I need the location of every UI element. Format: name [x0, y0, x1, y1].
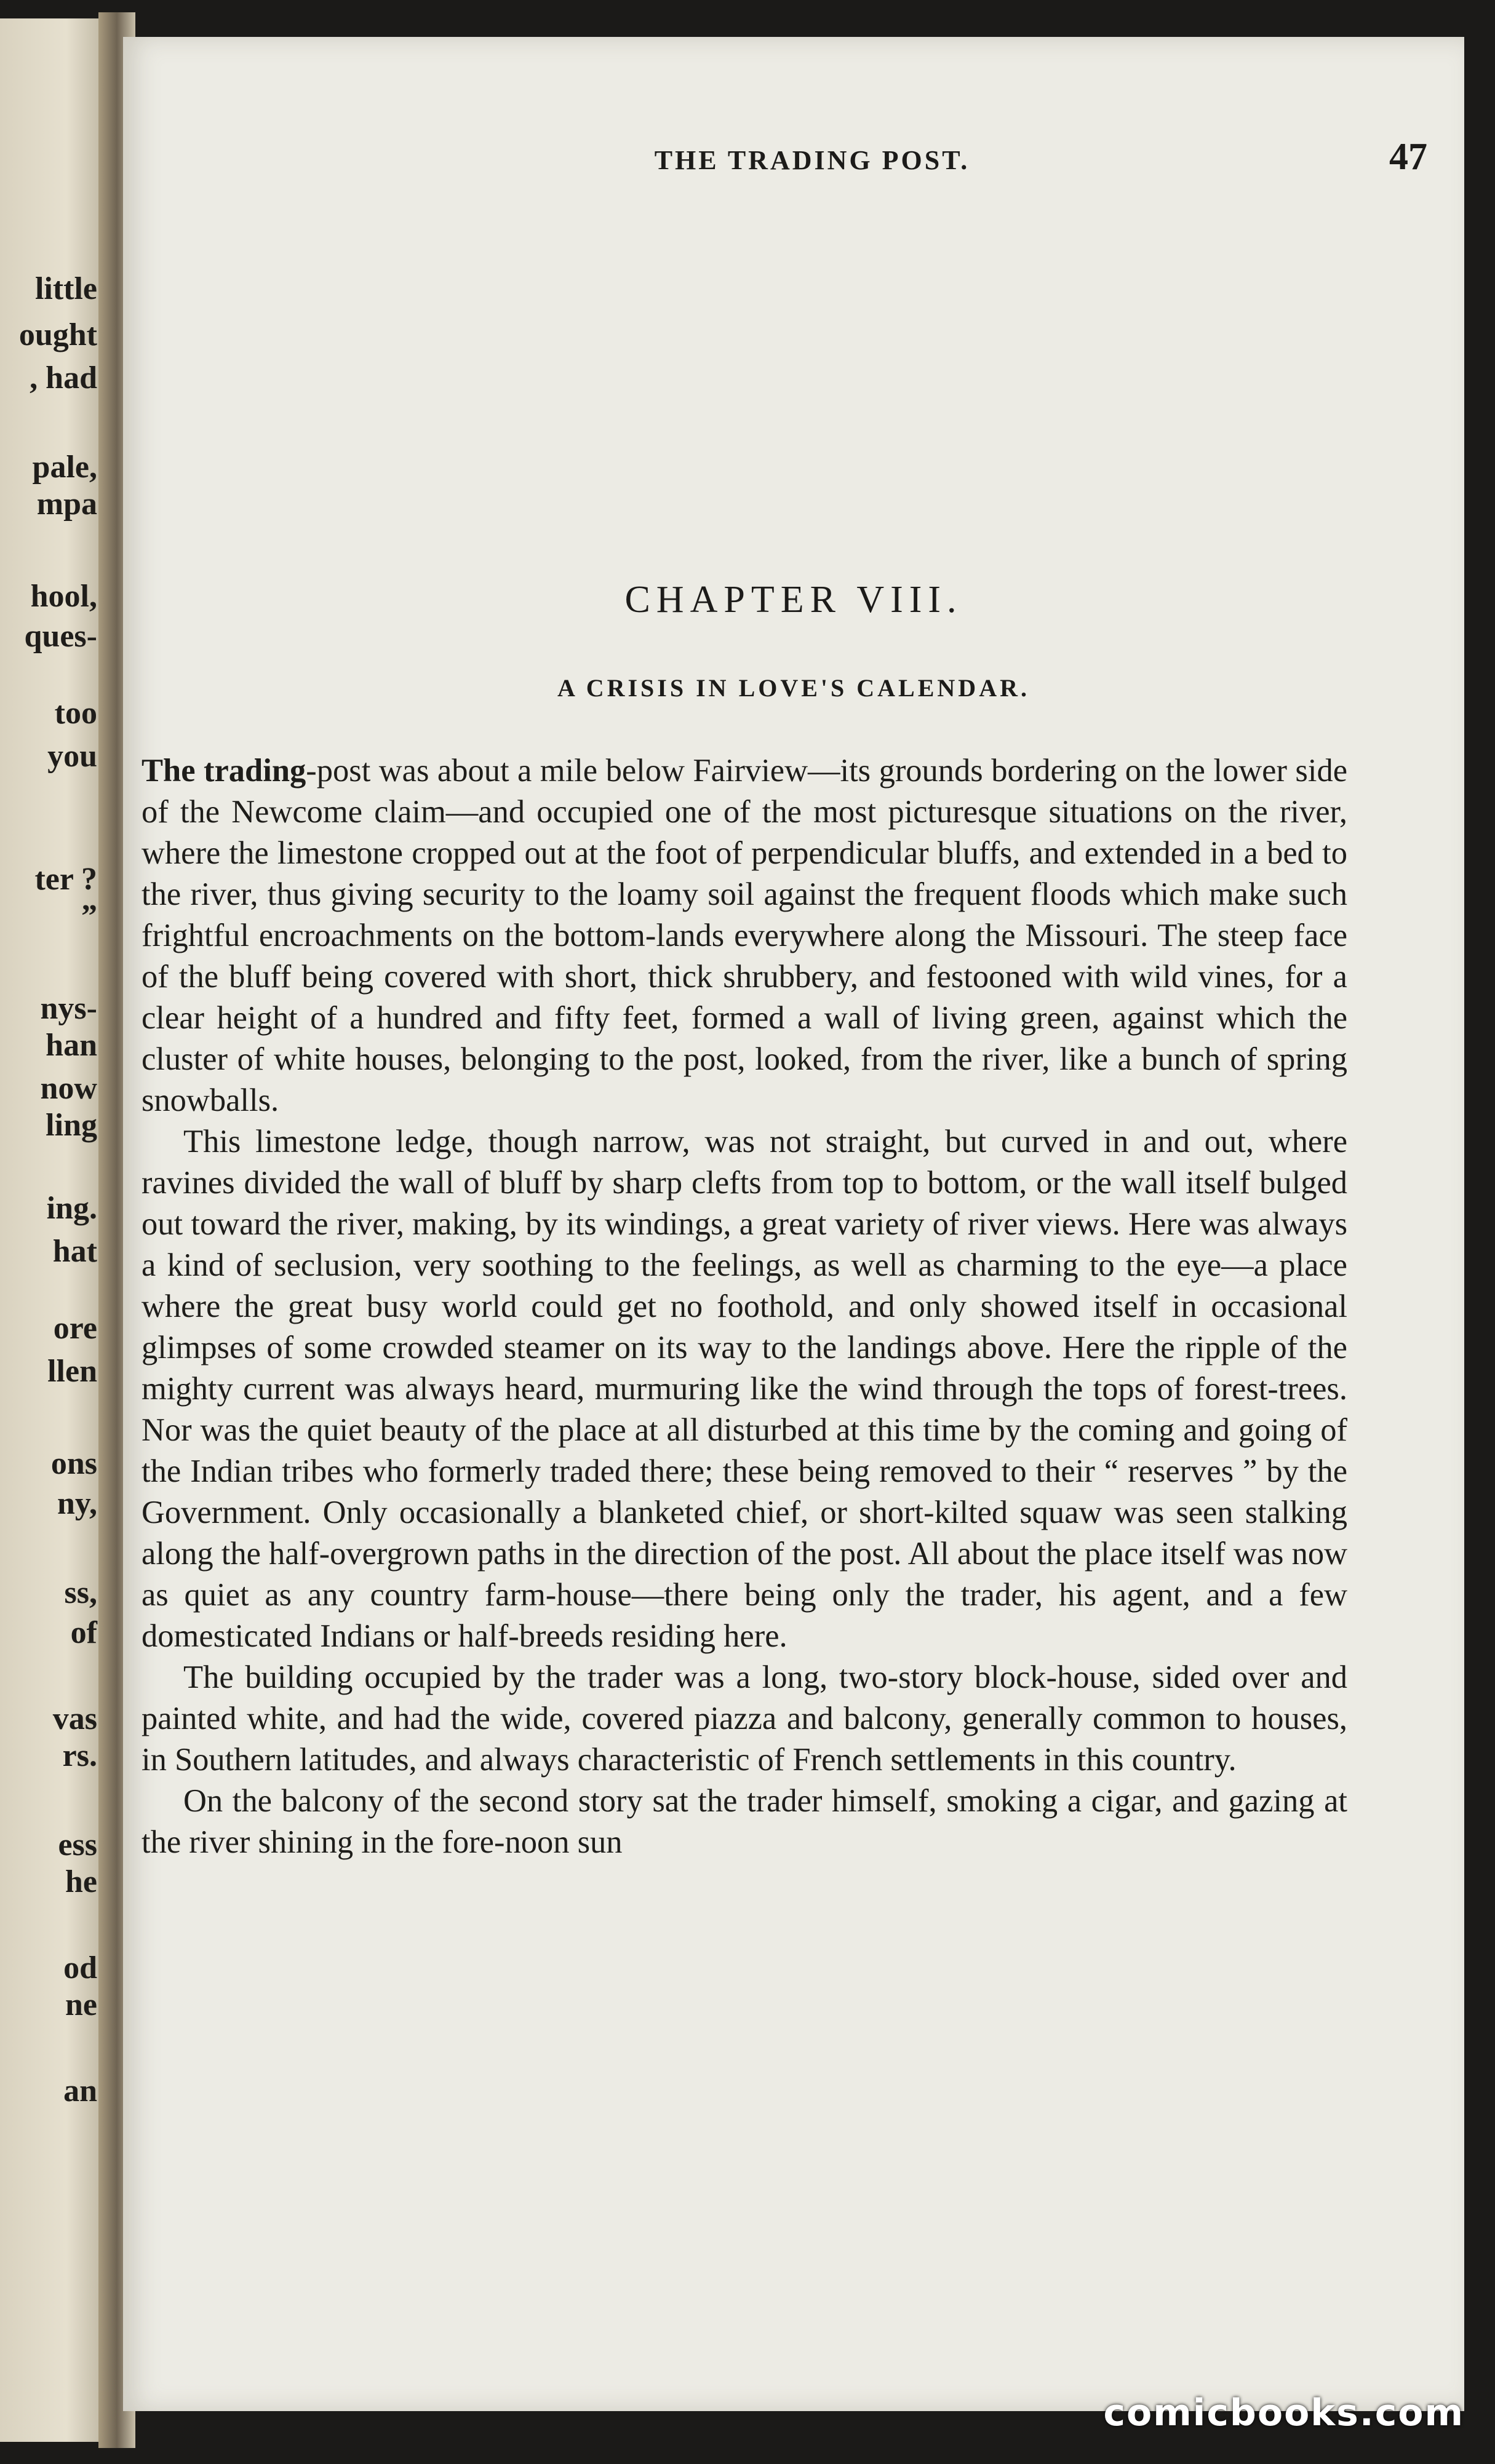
- facing-page-fragment: mpa: [36, 487, 97, 522]
- facing-page-fragment: an: [63, 2073, 97, 2108]
- facing-page-fragment: ore: [53, 1311, 97, 1346]
- paragraph-text: -post was about a mile below Fairview—its grounds bordering on the lower side of the Newcome claim—and occupied one of the most picturesque situations on the river, where the limestone cropped out at the foot of perpendicular bluffs, and extended in a bed to the river, thus giving security to the loamy soil against the frequent floods which make such frightful encroachments on the bottom-lands everywhere along the Missouri. The steep face of the bluff being covered with short, thick shrubbery, and festooned with wild vines, for a clear height of a hundred and fifty feet, formed a wall of living green, against which the cluster of white houses, belonging to the post, looked, from the river, like a bunch of spring snowballs.: [142, 753, 1347, 1118]
- book-page: [123, 37, 1464, 2411]
- page-number: 47: [1389, 136, 1427, 178]
- facing-page-fragment: ny,: [57, 1486, 97, 1521]
- paragraph-text: This limestone ledge, though narrow, was not straight, but curved in and out, where ravines divided the wall of bluff by sharp clefts from top to bottom, or the wall itself bulged out toward the river, making, by its windings, a great variety of river views. Here was always a kind of seclusion, very soothing to the feelings, as well as charming to the eye—a place where the great busy world could get no foothold, and only showed itself in occasional glimpses of some crowded steamer on its way to the landings above. Here the ripple of the mighty current was always heard, murmuring like the wind through the tops of forest-trees. Nor was the quiet beauty of the place at all disturbed at this time by the coming and going of the Indian tribes who formerly traded there; these being removed to their “ reserves ” by the Government. Only occasionally a blanketed chief, or short-kilted squaw was seen stalking along the half-overgrown paths in the direction of the post. All about the place itself was now as quiet as any country farm-house—there being only the trader, his agent, and a few domesticated Indians or half-breeds residing here.: [142, 1124, 1348, 1654]
- facing-page-fragment: of: [70, 1615, 97, 1650]
- paragraph: [142, 1121, 1347, 1657]
- paragraph-text: On the balcony of the second story sat the trader himself, smoking a cigar, and gazing at the river shining in the fore-noon sun: [142, 1783, 1347, 1860]
- facing-page-fragment: ter ?: [34, 862, 97, 897]
- paragraph: [142, 750, 1347, 1121]
- facing-page-fragment: pale,: [32, 450, 97, 485]
- paragraph: [142, 1781, 1347, 1863]
- facing-page-fragment: vas: [52, 1701, 97, 1736]
- facing-page-fragment: ne: [65, 1987, 97, 2022]
- facing-page-fragment: ss,: [64, 1575, 97, 1610]
- facing-page-fragment: nys-: [40, 991, 97, 1026]
- facing-page-fragment: you: [47, 739, 97, 774]
- facing-page-fragment: llen: [47, 1354, 97, 1389]
- facing-page-edge: [0, 18, 111, 2442]
- facing-page-fragment: hat: [52, 1234, 97, 1269]
- running-head: THE TRADING POST.: [654, 145, 970, 175]
- facing-page-fragment: he: [65, 1864, 97, 1899]
- facing-page-fragment: ought: [18, 317, 97, 352]
- chapter-body: [142, 750, 1347, 1863]
- facing-page-fragment: od: [63, 1950, 97, 1985]
- watermark: comicbooks.com: [1103, 2391, 1464, 2434]
- paragraph-lead: The trading: [142, 753, 306, 789]
- facing-page-fragment: ons: [50, 1446, 97, 1481]
- facing-page-fragment: ing.: [46, 1191, 97, 1226]
- chapter-title: CHAPTER VIII.: [624, 579, 963, 621]
- chapter-subtitle: A CRISIS IN LOVE'S CALENDAR.: [557, 674, 1030, 702]
- facing-page-fragment: ”: [81, 899, 97, 934]
- facing-page-fragment: now: [40, 1071, 97, 1106]
- facing-page-fragment: too: [54, 696, 97, 731]
- paragraph: [142, 1657, 1347, 1781]
- facing-page-fragment: ques-: [24, 619, 97, 654]
- facing-page-fragment: hool,: [30, 579, 97, 614]
- facing-page-fragment: han: [46, 1028, 97, 1063]
- facing-page-fragment: little: [34, 271, 97, 306]
- facing-page-fragment: ling: [46, 1108, 97, 1143]
- paragraph-text: The building occupied by the trader was a long, two-story block-house, sided over and painted white, and had the wide, covered piazza and balcony, generally common to houses, in Southern latitudes, and always characteristic of French settlements in this country.: [142, 1659, 1347, 1778]
- facing-page-fragment: , had: [30, 360, 97, 395]
- facing-page-fragment: rs.: [62, 1738, 97, 1773]
- facing-page-fragment: ess: [58, 1827, 97, 1862]
